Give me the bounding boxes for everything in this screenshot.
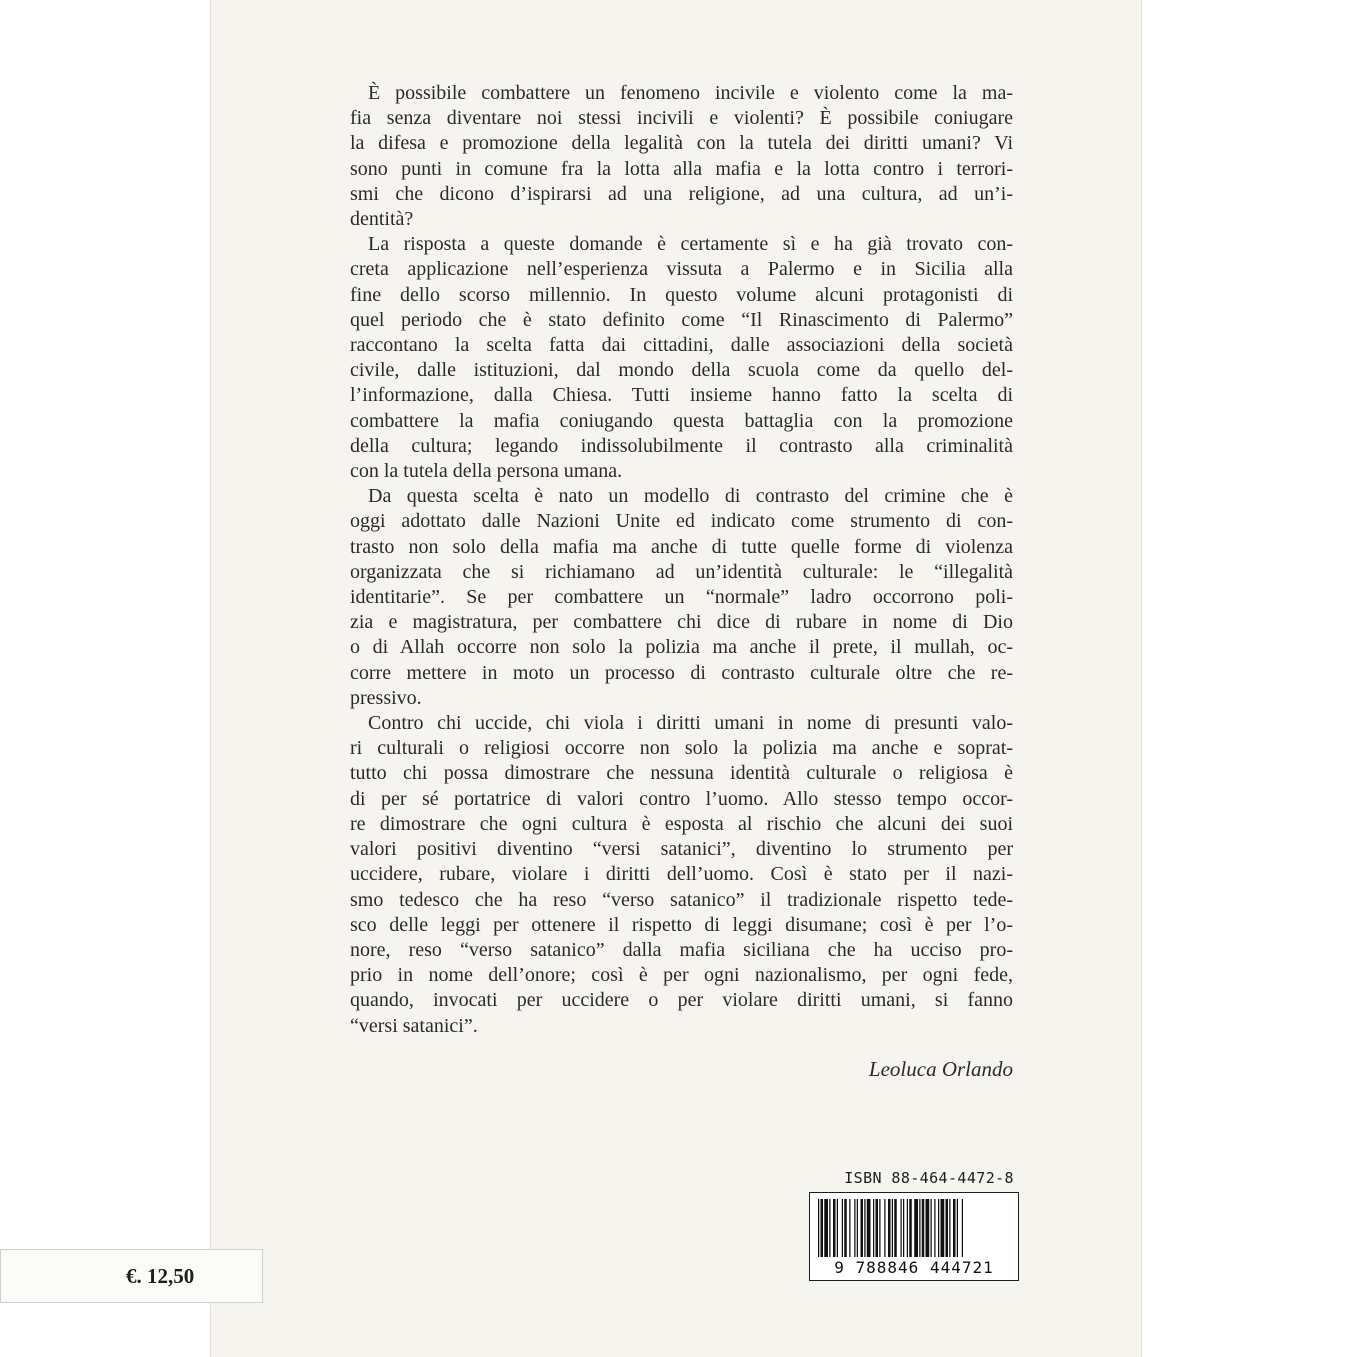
blurb-line: smo tedesco che ha reso “verso satanico” il tradizionale rispetto tede-	[350, 888, 1013, 911]
barcode-bar	[938, 1199, 939, 1257]
blurb-line: ri culturali o religiosi occorre non solo la polizia ma anche e soprat-	[350, 737, 1013, 760]
barcode-bar	[818, 1199, 819, 1257]
blurb-line: raccontano la scelta fatta dai cittadini, dalle associazioni della società	[350, 334, 1013, 357]
blurb-line: corre mettere in moto un processo di contrasto culturale oltre che re-	[350, 661, 1013, 684]
barcode-bar	[861, 1199, 864, 1257]
author-signature: Leoluca Orlando	[868, 1057, 1013, 1081]
blurb-line: organizzata che si richiamano ad un’identità culturale: le “illegalità	[350, 560, 1013, 583]
barcode-bar	[854, 1199, 855, 1257]
barcode-bar	[837, 1199, 838, 1257]
blurb-line: fine dello scorso millennio. In questo volume alcuni protagonisti di	[350, 283, 1013, 306]
barcode-bar	[829, 1199, 830, 1257]
blurb-line: valori positivi diventino “versi satanici”, diventino lo strumento per	[350, 838, 1013, 861]
barcode	[809, 1192, 1019, 1281]
blurb-line: uccidere, rubare, violare i diritti dell’uomo. Così è stato per il nazi-	[350, 863, 1013, 886]
blurb-line: sono punti in comune fra la lotta alla mafia e la lotta contro i terrori-	[350, 157, 1013, 180]
barcode-bar	[953, 1199, 956, 1257]
blurb-line: Da questa scelta è nato un modello di contrasto del crimine che è	[368, 485, 1013, 508]
blurb-text	[350, 81, 1013, 1039]
blurb-line: trasto non solo della mafia ma anche di tutte quelle forme di violenza	[350, 535, 1013, 558]
blurb-line: creta applicazione nell’esperienza vissuta a Palermo e in Sicilia alla	[350, 258, 1013, 281]
barcode-bar	[894, 1199, 897, 1257]
blurb-line: fia senza diventare noi stessi incivili e violenti? È possibile coniugare	[350, 107, 1013, 130]
barcode-bar	[892, 1199, 893, 1257]
blurb-line: La risposta a queste domande è certamente sì e ha già trovato con-	[368, 233, 1013, 256]
blurb-line: con la tutela della persona umana.	[350, 460, 623, 483]
blurb-line: quel periodo che è stato definito come “Il Rinascimento di Palermo”	[350, 308, 1013, 331]
blurb-line: È possibile combattere un fenomeno incivile e violento come la ma-	[368, 82, 1013, 104]
barcode-bar	[901, 1199, 902, 1257]
barcode-bar	[849, 1199, 850, 1257]
barcode-bar	[844, 1199, 847, 1257]
blurb-line: Contro chi uccide, chi viola i diritti umani in nome di presunti valo-	[368, 712, 1013, 735]
barcode-bar	[962, 1199, 963, 1257]
barcode-bar	[833, 1199, 836, 1257]
blurb-line: identitarie”. Se per combattere un “normale” ladro occorrono poli-	[350, 586, 1013, 609]
barcode-bar	[922, 1199, 925, 1257]
barcode-bar	[946, 1199, 949, 1257]
barcode-bar	[888, 1199, 891, 1257]
blurb-line: civile, dalle istituzioni, dal mondo della scuola come da quello del-	[350, 359, 1013, 382]
barcode-bar	[949, 1199, 950, 1257]
blurb-line: sco delle leggi per ottenere il rispetto di leggi disumane; così è per l’o-	[350, 913, 1013, 936]
barcode-bar	[926, 1199, 930, 1257]
barcode-bar	[867, 1199, 871, 1257]
barcode-bar	[931, 1199, 932, 1257]
blurb-line: prio in nome dell’onore; così è per ogni nazionalismo, per ogni fede,	[350, 964, 1013, 987]
barcode-bar	[919, 1199, 920, 1257]
barcode-bar	[884, 1199, 885, 1257]
barcode-bar	[873, 1199, 874, 1257]
barcode-bar	[879, 1199, 880, 1257]
blurb-line: della cultura; legando indissolubilmente il contrasto alla criminalità	[350, 434, 1013, 457]
blurb-line: quando, invocati per uccidere o per violare diritti umani, si fanno	[350, 989, 1013, 1012]
barcode-bar	[907, 1199, 908, 1257]
barcode-bar	[821, 1199, 824, 1257]
blurb-line: o di Allah occorre non solo la polizia ma anche il prete, il mullah, oc-	[350, 636, 1013, 659]
barcode-digits: 9 788846 444721	[834, 1258, 994, 1277]
blurb-line: zia e magistratura, per combattere chi dice di rubare in nome di Dio	[350, 611, 1013, 634]
barcode-bar	[957, 1199, 958, 1257]
barcode-bar	[909, 1199, 912, 1257]
blurb-line: pressivo.	[350, 686, 422, 709]
blurb-line: tutto chi possa dimostrare che nessuna identità culturale o religiosa è	[350, 762, 1013, 785]
barcode-bar	[914, 1199, 918, 1257]
blurb-line: di per sé portatrice di valori contro l’uomo. Allo stesso tempo occor-	[350, 787, 1013, 810]
blurb-line: la difesa e promozione della legalità con la tutela dei diritti umani? Vi	[350, 132, 1013, 155]
barcode-bar	[934, 1199, 935, 1257]
price-sticker	[0, 1249, 263, 1303]
barcode-bar	[857, 1199, 858, 1257]
blurb-line: oggi adottato dalle Nazioni Unite ed indicato come strumento di con-	[350, 510, 1013, 533]
barcode-bar	[864, 1199, 865, 1257]
barcode-bar	[903, 1199, 904, 1257]
barcode-bar	[842, 1199, 843, 1257]
blurb-line: re dimostrare che ogni cultura è esposta al rischio che alcuni dei suoi	[350, 812, 1013, 835]
barcode-bar	[876, 1199, 879, 1257]
blurb-line: “versi satanici”.	[350, 1014, 478, 1037]
price-label: €. 12,50	[126, 1264, 195, 1288]
book-back-cover	[210, 0, 1142, 1357]
blurb-line: smi che dicono d’ispirarsi ad una religione, ad una cultura, ad un’i-	[350, 182, 1013, 205]
blurb-line: dentità?	[350, 208, 414, 231]
barcode-bar	[824, 1199, 828, 1257]
barcode-bars	[816, 1199, 1012, 1257]
isbn-label: ISBN 88-464-4472-8	[844, 1169, 1014, 1187]
blurb-line: nore, reso “verso satanico” dalla mafia siciliana che ha ucciso pro-	[350, 938, 1013, 961]
blurb-line: combattere la mafia coniugando questa battaglia con la promozione	[350, 409, 1013, 432]
blurb-line: l’informazione, dalla Chiesa. Tutti insieme hanno fatto la scelta di	[350, 384, 1013, 407]
barcode-bar	[941, 1199, 945, 1257]
